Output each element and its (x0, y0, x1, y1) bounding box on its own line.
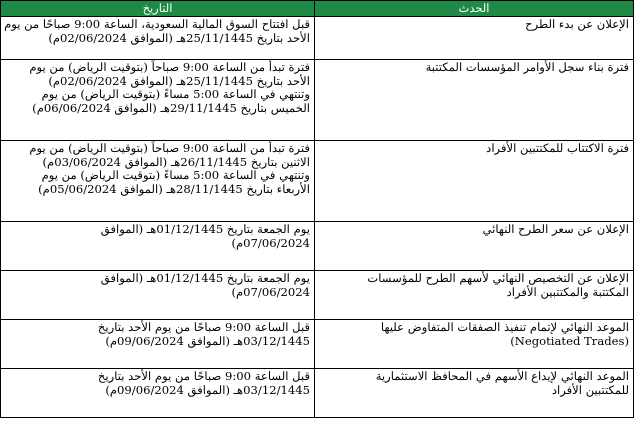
event-cell (315, 17, 634, 60)
date-cell-line: الاثنين بتاريخ 26/11/1445هـ (الموافق 03/06/2024م) (42, 154, 310, 169)
date-cell (1, 369, 315, 418)
date-cell-line: وتنتهي في الساعة 5:00 مساءً (بتوقيت الرياض) من يوم (41, 168, 310, 182)
event-cell (315, 222, 634, 271)
event-cell-line: المكتتبة والمكتتبين الأفراد (506, 284, 629, 299)
date-cell-line: وتنتهي في الساعة 5:00 مساءً (بتوقيت الرياض) من يوم (41, 87, 310, 101)
date-cell-line: يوم الجمعة بتاريخ 01/12/1445هـ (الموافق (100, 271, 310, 285)
event-cell-line: الإعلان عن التخصيص النهائي لأسهم الطرح للمؤسسات (367, 271, 629, 285)
date-cell-line: فترة تبدأ من الساعة 9:00 صباحاً (بتوقيت الرياض) من يوم (29, 141, 310, 155)
date-cell-line: يوم الجمعة بتاريخ 01/12/1445هـ (الموافق (100, 222, 310, 236)
event-cell-line: الإعلان عن بدء الطرح (525, 17, 629, 31)
date-cell-line: 07/06/2024م) (231, 235, 310, 250)
table-row (1, 320, 634, 369)
date-cell-line: الأحد بتاريخ 25/11/1445هـ (الموافق 02/06/2024م) (48, 30, 310, 45)
date-cell (1, 320, 315, 369)
event-cell-line: فترة بناء سجل الأوامر المؤسسات المكتتبة (425, 60, 629, 74)
table-row (1, 222, 634, 271)
event-cell-line: (Negotiated Trades) (510, 333, 629, 348)
header-date: التاريخ (1, 1, 315, 17)
event-cell-line: فترة الاكتتاب للمكتتبين الأفراد (486, 141, 629, 155)
event-cell (315, 60, 634, 141)
table-row (1, 271, 634, 320)
event-cell-line: الموعد النهائي لإتمام تنفيذ الصفقات المتفاوض عليها (380, 320, 629, 334)
event-cell (315, 141, 634, 222)
date-cell-line: قبل افتتاح السوق المالية السعودية، الساعة 9:00 صباحًا من يوم (4, 17, 310, 31)
date-cell-line: قبل الساعة 9:00 صباحًا من يوم الأحد بتاريخ (97, 320, 310, 334)
event-cell (315, 320, 634, 369)
date-cell-line: 03/12/1445هـ (الموافق 09/06/2024م) (105, 333, 310, 348)
table-row (1, 369, 634, 418)
date-cell (1, 17, 315, 60)
table-row (1, 141, 634, 222)
table-row (1, 17, 634, 60)
event-cell-line: الإعلان عن سعر الطرح النهائي (482, 222, 629, 236)
date-cell-line: 07/06/2024م) (231, 284, 310, 299)
event-cell-line: للمكتتبين الأفراد (551, 382, 629, 397)
date-cell (1, 271, 315, 320)
event-cell (315, 369, 634, 418)
date-cell (1, 222, 315, 271)
event-cell-line: الموعد النهائي لإيداع الأسهم في المحافظ الاستثمارية (375, 369, 629, 383)
date-cell-line: 03/12/1445هـ (الموافق 09/06/2024م) (105, 382, 310, 397)
date-cell-line: قبل الساعة 9:00 صباحًا من يوم الأحد بتاريخ (97, 369, 310, 383)
date-cell (1, 141, 315, 222)
date-cell-line: الأربعاء بتاريخ 28/11/1445هـ (الموافق 05/06/2024م) (38, 181, 310, 196)
header-event: الحدث (315, 1, 634, 17)
date-cell-line: الخميس بتاريخ 29/11/1445هـ (الموافق 06/06/2024م) (32, 100, 310, 115)
date-cell-line: الأحد بتاريخ 25/11/1445هـ (الموافق 02/06/2024م) (48, 73, 310, 88)
event-cell (315, 271, 634, 320)
date-cell (1, 60, 315, 141)
date-cell-line: فترة تبدأ من الساعة 9:00 صباحاً (بتوقيت الرياض) من يوم (29, 60, 310, 74)
header-row (1, 1, 634, 17)
table-row (1, 60, 634, 141)
